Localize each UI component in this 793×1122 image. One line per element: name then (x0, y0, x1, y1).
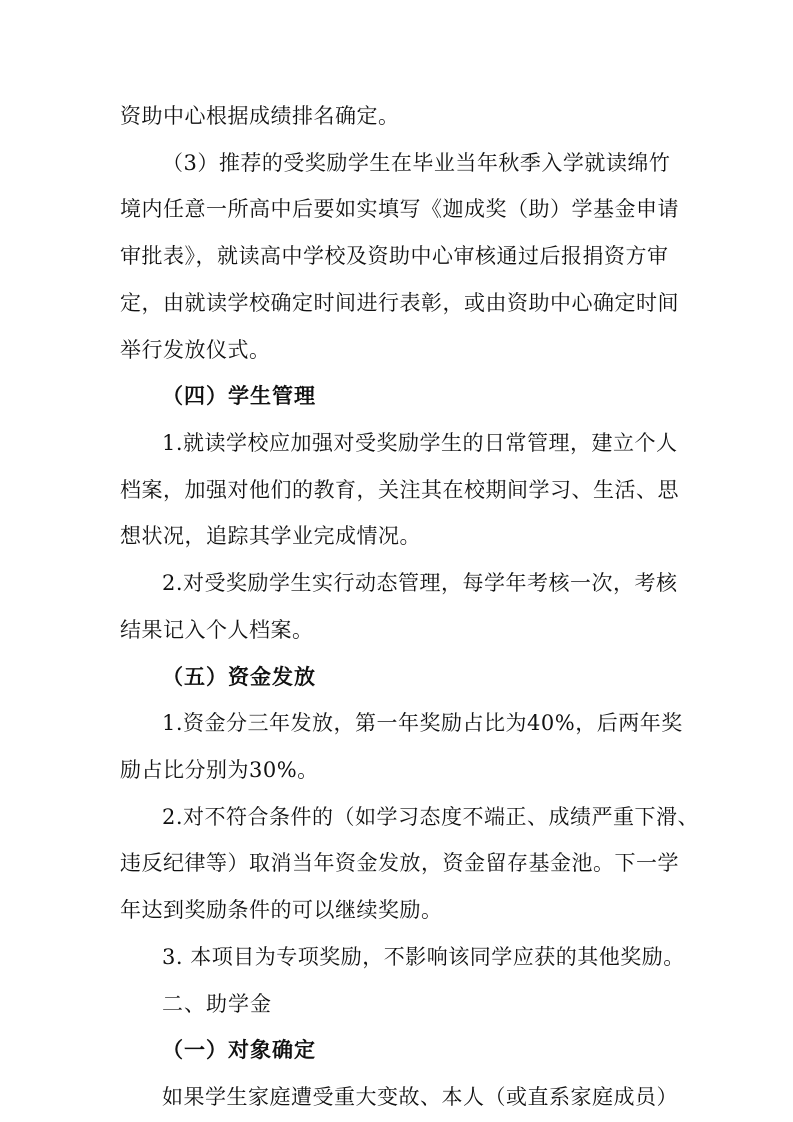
paragraph-line: 励占比分别为30%。 (120, 758, 319, 782)
paragraph-line: 3. 本项目为专项奖励，不影响该同学应获的其他奖励。 (162, 945, 685, 969)
paragraph-line: 违反纪律等）取消当年资金发放，资金留存基金池。下一学 (120, 851, 679, 875)
paragraph-line: 举行发放仪式。 (120, 338, 271, 362)
paragraph-line: （3）推荐的受奖励学生在毕业当年秋季入学就读绵竹 (162, 151, 671, 175)
paragraph-line: 1.就读学校应加强对受奖励学生的日常管理，建立个人 (162, 431, 678, 455)
paragraph-line: 年达到奖励条件的可以继续奖励。 (120, 898, 443, 922)
paragraph-line: 档案，加强对他们的教育，关注其在校期间学习、生活、思 (120, 478, 679, 502)
paragraph-line: 想状况，追踪其学业完成情况。 (120, 524, 421, 548)
section-heading: （四）学生管理 (162, 384, 316, 408)
paragraph-line: 2.对受奖励学生实行动态管理，每学年考核一次，考核 (162, 571, 678, 595)
paragraph-line: 审批表》，就读高中学校及资助中心审核通过后报捐资方审 (120, 244, 669, 268)
paragraph-line: 定，由就读学校确定时间进行表彰，或由资助中心确定时间 (120, 291, 679, 315)
paragraph-line: 如果学生家庭遭受重大变故、本人（或直系家庭成员） (162, 1085, 678, 1109)
paragraph-line: 2.对不符合条件的（如学习态度不端正、成绩严重下滑、 (162, 805, 700, 829)
section-heading: 二、助学金 (162, 992, 272, 1016)
section-heading: （五）资金发放 (162, 665, 316, 689)
paragraph-line: 1.资金分三年发放，第一年奖励占比为40%，后两年奖 (162, 711, 683, 735)
section-heading: （一）对象确定 (162, 1038, 316, 1062)
paragraph-line: 资助中心根据成绩排名确定。 (120, 104, 400, 128)
paragraph-line: 境内任意一所高中后要如实填写《迦成奖（助）学基金申请 (120, 197, 679, 221)
paragraph-line: 结果记入个人档案。 (120, 618, 314, 642)
